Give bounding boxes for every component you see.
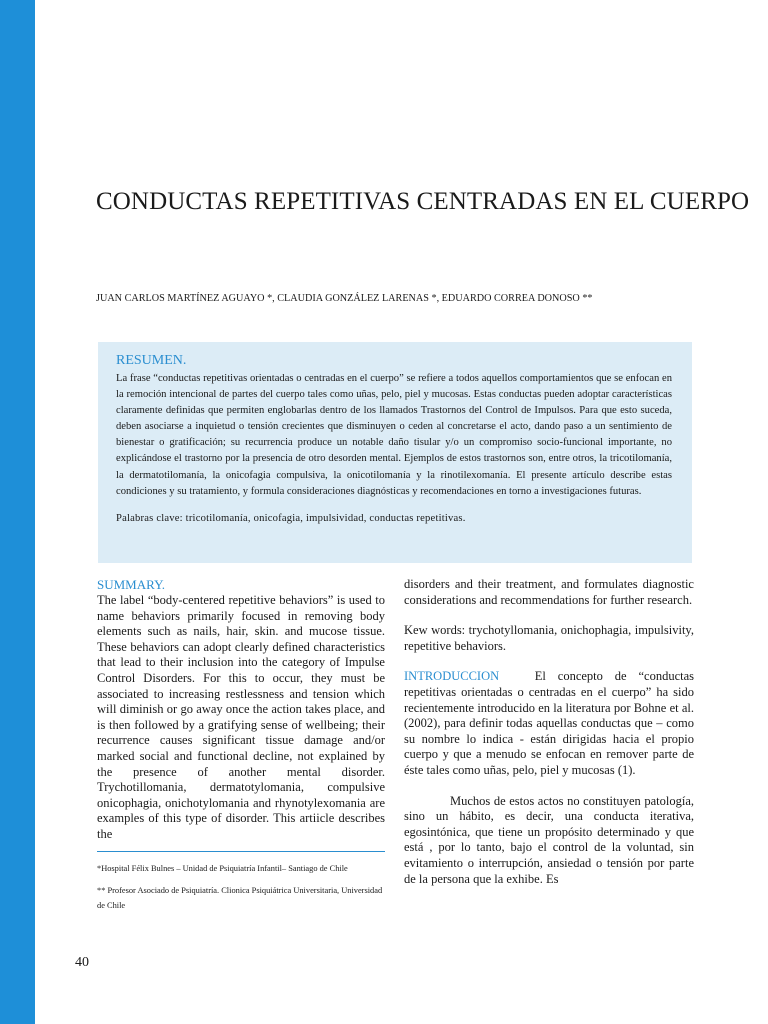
summary-continuation: disorders and their treatment, and formulates diagnostic considerations and recommendations for further research. — [404, 577, 694, 607]
left-column — [97, 577, 385, 843]
article-title: CONDUCTAS REPETITIVAS CENTRADAS EN EL CUERPO — [96, 188, 750, 215]
footnote-affiliation-1: *Hospital Félix Bulnes – Unidad de Psiquiatría Infantil– Santiago de Chile — [97, 864, 348, 873]
footnote-divider — [97, 851, 385, 852]
side-color-bar — [0, 0, 35, 1024]
introduccion-heading: INTRODUCCION — [404, 669, 500, 684]
right-column — [404, 577, 694, 887]
summary-keywords: Kew words: trychotyllomania, onichophagia, impulsivity, repetitive behaviors. — [404, 623, 694, 653]
summary-text: The label “body-centered repetitive behaviors” is used to name behaviors primarily focused in removing body elements such as nails, hair, skin. and mucose tissue. These behaviors can adopt clearly defined characteristics that lead to their inclusion into the category of Impulse Control Disorders. For this to occur, they must be associated to increasing restlessness and tension which will diminish or go away once the action takes place, and is then followed by a gratifying sense of wellbeing; their recurrence causes significant tissue damage and/or marked social and functional decline, not explained by the presence of another mental disorder. Trychotillomania, dermatotylomania, compulsive onicophagia, onichotylomania and rhynotylexomania are examples of this type of disorder. This artiicle describes the — [97, 593, 385, 841]
introduccion-paragraph-2: Muchos de estos actos no constituyen patología, sino un hábito, es decir, una conducta iterativa, egosintónica, que tiene un propósito determinado y que está , por lo tanto, bajo el control de la voluntad, sin evitamiento o interrupción, ansiedad o tensión por parte de la persona que la exhibe. Es — [404, 793, 694, 886]
introduccion-text: El concepto de “conductas repetitivas orientadas o centradas en el cuerpo” ha sido recientemente introducido en la literatura por Bohne et al. (2002), para definir todas aquellas conductas que – como su nombre lo indica - están dirigidas hacia el propio cuerpo y que a menudo se enfocan en remover parte de éste tales como uñas, pelo, piel y mucosas (1). — [404, 669, 694, 777]
page-number: 40 — [75, 955, 89, 970]
resumen-keywords: Palabras clave: tricotilomanía, onicofagia, impulsividad, conductas repetitivas. — [116, 512, 466, 524]
author-list: JUAN CARLOS MARTÍNEZ AGUAYO *, CLAUDIA GONZÁLEZ LARENAS *, EDUARDO CORREA DONOSO ** — [96, 293, 593, 304]
resumen-box — [98, 342, 692, 563]
summary-heading: SUMMARY. — [97, 577, 166, 592]
footnote-affiliation-2: ** Profesor Asociado de Psiquiatría. Clionica Psiquiátrica Universitaria, Universidad de Chile — [97, 886, 383, 910]
footnotes — [97, 861, 385, 913]
introduccion-paragraph — [404, 669, 694, 778]
resumen-text: La frase “conductas repetitivas orientadas o centradas en el cuerpo” se refiere a todos aquellos comportamientos que se enfocan en la remoción intencional de partes del cuerpo tales como uñas, pelo, piel y mucosas. Estas conductas pueden adoptar características claramente definidas que permiten englobarlas dentro de los llamados Trastornos del Control de Impulsos. Para que esto suceda, deben asociarse a inquietud o tensión crecientes que disminuyen o ceden al concretarse el acto, dando paso a un sentimiento de bienestar o gratificación; su recurrencia produce un notable daño tisular y/o un compromiso socio-funcional importante, no explicándose el trastorno por la presencia de otro desorden mental. Ejemplos de estos trastornos son, entre otros, la tricotilomanía, la dermatotilomanía, la onicofagia compulsiva, la onicotilomanía y la rinotilexomanía. El presente artículo describe estas condiciones y su tratamiento, y formula consideraciones diagnósticas y recomendaciones en torno a investigaciones futuras. — [116, 373, 672, 497]
resumen-heading: RESUMEN. — [116, 353, 187, 368]
